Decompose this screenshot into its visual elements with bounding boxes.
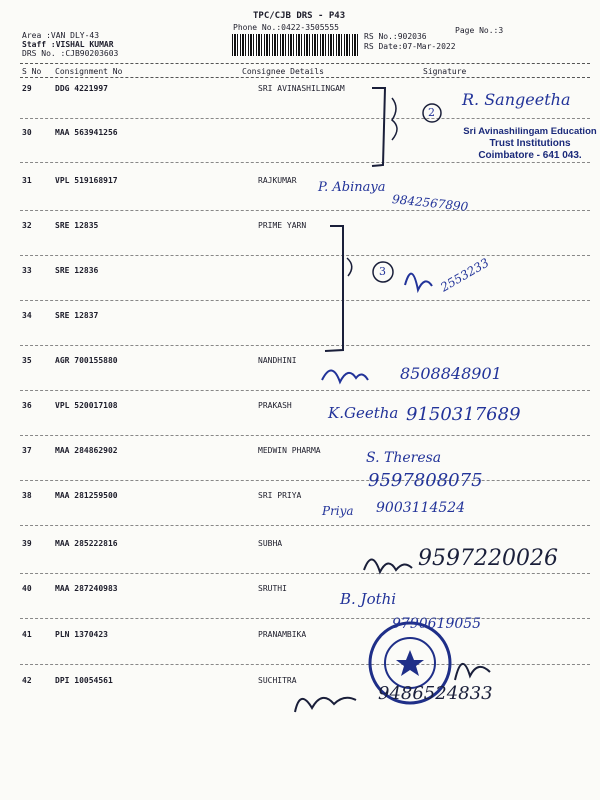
row-consignment: SRE 12835: [55, 221, 99, 230]
area-label: Area :VAN DLY-43: [22, 31, 100, 40]
col-consignment: Consignment No: [55, 67, 123, 76]
row-consignee: MEDWIN PHARMA: [258, 446, 321, 455]
row-consignee: SUBHA: [258, 539, 283, 548]
handwritten-phone-31: 9842567890: [391, 192, 469, 214]
row-sno: 41: [22, 630, 32, 639]
row-consignment: PLN 1370423: [55, 630, 108, 639]
page-number: Page No.:3: [455, 26, 504, 35]
handwritten-phone-35: 8508848901: [400, 364, 502, 383]
row-sno: 37: [22, 446, 32, 455]
row-sno: 42: [22, 676, 32, 685]
row-consignment: VPL 520017108: [55, 401, 118, 410]
row-sno: 29: [22, 84, 32, 93]
handwritten-signature-37: S. Theresa: [366, 450, 442, 466]
row-sno: 34: [22, 311, 32, 320]
row-consignee: RAJKUMAR: [258, 176, 297, 185]
row-consignment: MAA 563941256: [55, 128, 118, 137]
stamp-line-2: Trust Institutions: [489, 138, 571, 149]
stamp-line-1: Sri Avinashilingam Education: [463, 126, 597, 137]
row-consignment: VPL 519168917: [55, 176, 118, 185]
stamp-line-3: Coimbatore - 641 043.: [478, 150, 582, 161]
document-title: TPC/CJB DRS - P43: [253, 11, 346, 21]
handwritten-signature-40: B. Jothi: [340, 590, 397, 608]
row-sno: 40: [22, 584, 32, 593]
row-consignment: AGR 700155880: [55, 356, 118, 365]
row-consignment: DDG 4221997: [55, 84, 108, 93]
handwritten-number-32: 3: [379, 265, 386, 278]
handwritten-phone-33: 2553233: [438, 255, 492, 295]
col-consignee: Consignee Details: [242, 67, 324, 76]
row-consignment: MAA 285222816: [55, 539, 118, 548]
row-consignee: PRAKASH: [258, 401, 292, 410]
row-consignee: SRI AVINASHILINGAM: [258, 84, 345, 93]
handwritten-phone-36: 9150317689: [406, 404, 521, 425]
row-sno: 38: [22, 491, 32, 500]
row-sno: 30: [22, 128, 32, 137]
handwritten-phone-38: 9003114524: [376, 500, 466, 516]
row-consignment: SRE 12837: [55, 311, 99, 320]
row-consignment: SRE 12836: [55, 266, 99, 275]
row-sno: 32: [22, 221, 32, 230]
handwritten-signature-29: R. Sangeetha: [462, 90, 571, 109]
row-consignee: PRANAMBIKA: [258, 630, 307, 639]
col-sno: S No: [22, 67, 42, 76]
handwritten-number-29: 2: [428, 106, 435, 119]
drs-number: DRS No. :CJB90203603: [22, 49, 119, 58]
row-consignee: SRUTHI: [258, 584, 287, 593]
row-consignment: MAA 281259500: [55, 491, 118, 500]
handwritten-phone-37: 9597808075: [368, 470, 483, 491]
col-signature: Signature: [423, 67, 467, 76]
row-consignee: SUCHITRA: [258, 676, 297, 685]
row-sno: 31: [22, 176, 32, 185]
rs-number: RS No.:902036: [364, 32, 427, 41]
handwritten-signature-36: K.Geetha: [328, 404, 399, 422]
row-consignee: SRI PRIYA: [258, 491, 302, 500]
row-sno: 36: [22, 401, 32, 410]
handwritten-phone-42: 9486524833: [378, 683, 493, 704]
row-consignment: MAA 284862902: [55, 446, 118, 455]
row-consignment: DPI 10054561: [55, 676, 113, 685]
row-consignment: MAA 287240983: [55, 584, 118, 593]
handwritten-phone-41: 9790619055: [392, 616, 482, 632]
row-consignee: PRIME YARN: [258, 221, 307, 230]
row-consignee: NANDHINI: [258, 356, 297, 365]
phone-number: Phone No.:0422-3505555: [233, 23, 339, 32]
row-sno: 39: [22, 539, 32, 548]
row-sno: 35: [22, 356, 32, 365]
institution-stamp-text: [455, 126, 600, 162]
staff-label: Staff :VISHAL KUMAR: [22, 40, 114, 49]
rs-date: RS Date:07-Mar-2022: [364, 42, 456, 51]
row-sno: 33: [22, 266, 32, 275]
handwritten-signature-38: Priya: [322, 504, 354, 518]
handwritten-signature-31: P. Abinaya: [318, 180, 386, 195]
handwritten-phone-39: 9597220026: [418, 546, 558, 571]
